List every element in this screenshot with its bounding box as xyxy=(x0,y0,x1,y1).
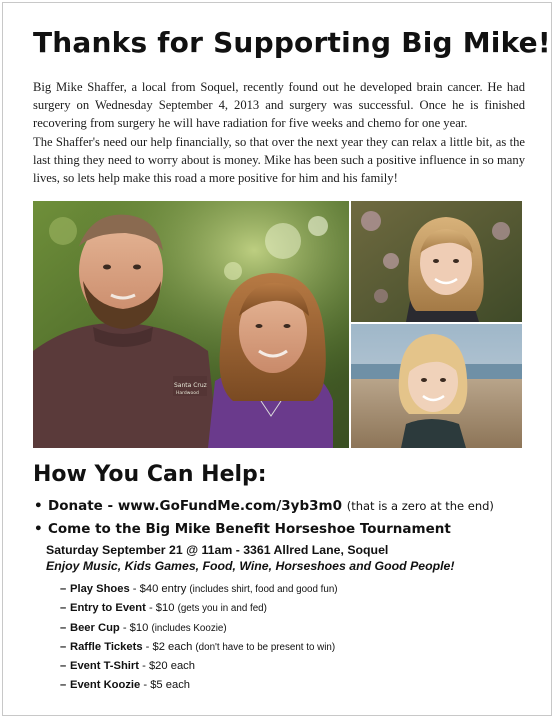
bullet-dot: • xyxy=(34,521,43,537)
donate-note: (that is a zero at the end) xyxy=(346,499,494,513)
page-title: Thanks for Supporting Big Mike! xyxy=(33,26,551,59)
item-price: - $10 xyxy=(119,621,152,634)
photo-daughter-1 xyxy=(351,201,522,322)
item-name: Play Shoes xyxy=(70,583,130,595)
event-details: Saturday September 21 @ 11am - 3361 Allred Lane, Soquel xyxy=(46,543,389,557)
item-detail: (gets you in and fed) xyxy=(177,603,267,615)
photo-mike-and-wife xyxy=(33,201,349,448)
event-tagline: Enjoy Music, Kids Games, Food, Wine, Horseshoes and Good People! xyxy=(46,559,455,573)
item-name: Event Koozie xyxy=(70,679,141,692)
tournament-label: Come to the Big Mike Benefit Horseshoe Tournament xyxy=(48,521,451,537)
ticket-list xyxy=(60,583,338,699)
item-detail: (includes shirt, food and good fun) xyxy=(189,584,338,595)
item-price: - $20 each xyxy=(139,660,195,673)
item-name: Raffle Tickets xyxy=(70,640,143,653)
item-price: - $2 each xyxy=(142,640,196,653)
intro-paragraph-1: Big Mike Shaffer, a local from Soquel, recently found out he developed brain cancer. He had surgery on Wednesday September 4, 2013 and surgery was successful. Once he is finished recovering from surgery he will have radiation for five weeks and chemo for one year. xyxy=(33,80,525,130)
list-item: – Entry to Event - $10 (gets you in and fed) xyxy=(60,602,267,615)
item-price: - $10 xyxy=(145,602,178,615)
list-item: – Beer Cup - $10 (includes Koozie) xyxy=(60,621,227,634)
item-detail: (includes Koozie) xyxy=(151,622,227,634)
list-item: – Raffle Tickets - $2 each (don't have to be present to win) xyxy=(60,640,336,653)
list-item: – Play Shoes - $40 entry (includes shirt, food and good fun) xyxy=(60,583,338,595)
item-price: - $40 entry xyxy=(129,583,190,595)
shirt-logo-text: Santa Cruz xyxy=(174,382,207,389)
item-price: - $5 each xyxy=(140,679,191,692)
list-item: – Event Koozie - $5 each xyxy=(60,679,191,692)
list-item: – Event T-Shirt - $20 each xyxy=(60,660,195,673)
donate-label[interactable]: Donate - www.GoFundMe.com/3yb3m0 xyxy=(48,498,342,514)
help-heading: How You Can Help: xyxy=(33,462,267,487)
intro-paragraph-2: The Shaffer's need our help financially, so that over the next year they can relax a little bit, as the last thing they need to worry about is money. Mike has been such a positive influence in so many lives, so lets help make this road a more positive for him and his family! xyxy=(33,135,525,185)
item-name: Beer Cup xyxy=(70,621,120,634)
shirt-logo-subtext: Hardwood xyxy=(176,391,199,396)
tournament-bullet xyxy=(34,521,451,537)
item-detail: (don't have to be present to win) xyxy=(195,641,336,653)
donate-bullet xyxy=(34,498,494,514)
item-name: Event T-Shirt xyxy=(70,660,139,673)
item-name: Entry to Event xyxy=(70,602,146,615)
photo-daughter-2 xyxy=(351,324,522,448)
bullet-dot: • xyxy=(34,498,43,514)
